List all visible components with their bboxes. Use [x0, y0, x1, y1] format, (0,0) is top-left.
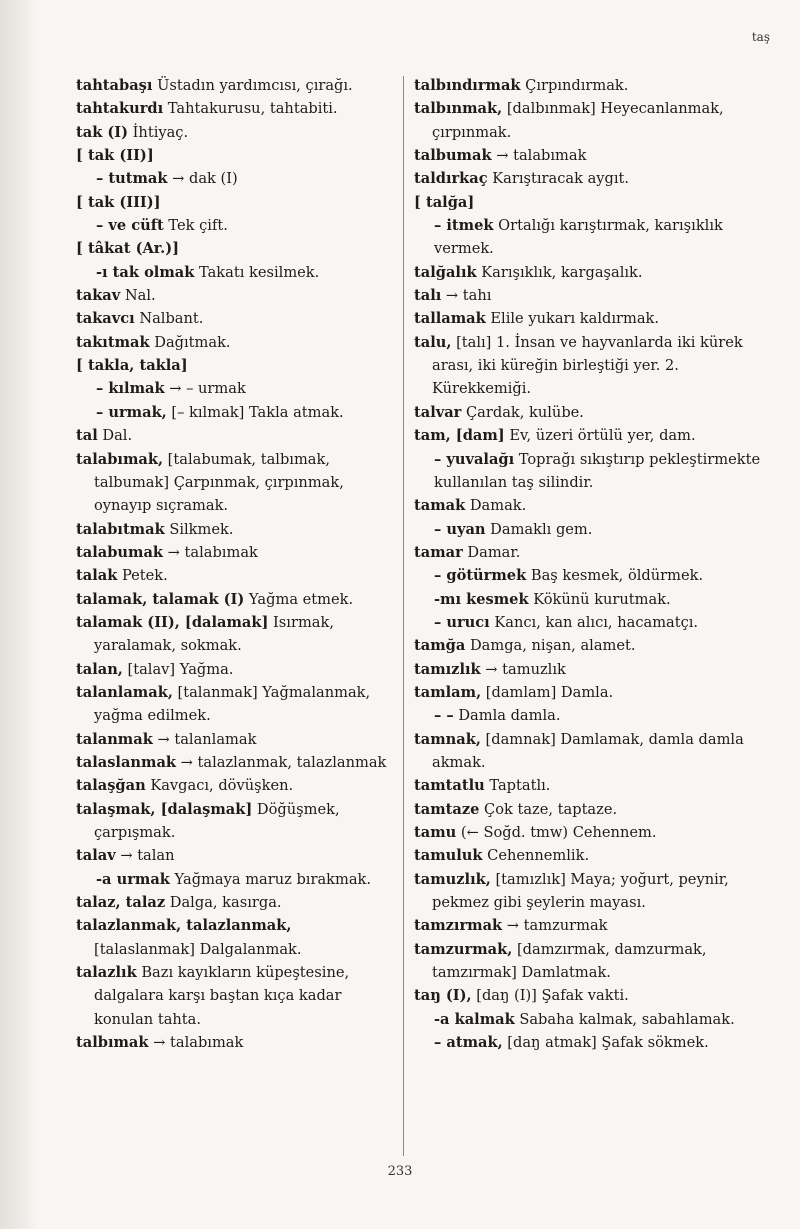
definition: → – urmak [164, 380, 246, 398]
headword: talanmak [76, 730, 153, 748]
dictionary-entry [414, 868, 766, 915]
definition: Elile yukarı kaldırmak. [485, 310, 660, 328]
headword: tak (I) [76, 123, 129, 141]
definition: Isırmak, yaralamak, sokmak. [94, 613, 334, 655]
definition: [tamızlık] Maya; yoğurt, peynir, pekmez gibi şeylerin mayası. [432, 870, 729, 912]
headword: tal [76, 427, 98, 445]
dictionary-entry [76, 844, 394, 867]
dictionary-entry [76, 74, 394, 97]
definition: Toprağı sıkıştırıp pekleştirmekte kullanılan taş silindir. [434, 450, 761, 491]
dictionary-entry [76, 541, 394, 564]
headword: [ talğa] [414, 193, 475, 211]
definition: [talabumak, talbımak, talbumak] Çarpınmak, çırpınmak, oynayıp sıçramak. [94, 450, 344, 515]
dictionary-entry [414, 798, 766, 821]
definition: Üstadın yardımcısı, çırağı. [152, 77, 353, 94]
definition: Dağıtmak. [149, 333, 231, 351]
dictionary-entry [414, 588, 766, 611]
definition: Damar. [462, 543, 521, 561]
dictionary-entry [414, 401, 766, 424]
dictionary-entry [414, 424, 766, 447]
headword: talazlanmak, talazlanmak, [76, 917, 292, 935]
headword: talaşmak, [dalaşmak] [76, 800, 253, 818]
headword: tamar [414, 543, 463, 561]
definition: [talanmak] Yağmalanmak, yağma edilmek. [94, 683, 371, 725]
headword: takıtmak [76, 333, 150, 351]
definition: → tamuzlık [480, 660, 566, 678]
definition: Damga, nişan, alamet. [465, 637, 636, 655]
headword: tamnak, [414, 730, 481, 748]
headword: taŋ (I), [414, 987, 472, 1005]
dictionary-entry [76, 214, 394, 237]
headword: talbumak [414, 147, 492, 165]
dictionary-entry [414, 518, 766, 541]
dictionary-entry [414, 144, 766, 167]
definition: [dalbınmak] Heyecanlanmak, çırpınmak. [432, 100, 724, 141]
definition: Yağmaya maruz bırakmak. [169, 870, 372, 888]
dictionary-entry [414, 634, 766, 657]
definition: → talabımak [491, 147, 587, 165]
definition: Damla damla. [453, 707, 561, 725]
headword: talazlık [76, 964, 137, 982]
dictionary-entry [76, 728, 394, 751]
dictionary-entry [414, 774, 766, 797]
definition: Ev, üzeri örtülü yer, dam. [504, 427, 696, 445]
headword: – urucı [434, 613, 490, 631]
definition: Baş kesmek, öldürmek. [526, 567, 704, 585]
left-column [76, 74, 394, 1054]
definition: [– kılmak] Takla atmak. [166, 403, 344, 421]
headword: -mı kesmek [434, 590, 529, 608]
dictionary-entry [414, 167, 766, 190]
headword: talı [414, 287, 442, 305]
dictionary-entry [76, 377, 394, 400]
headword: talbınmak, [414, 100, 503, 118]
headword: – götürmek [434, 567, 527, 585]
headword: talanlamak, [76, 683, 173, 701]
dictionary-entry [76, 144, 394, 167]
definition: Taptatlı. [484, 777, 551, 795]
dictionary-entry [76, 448, 394, 518]
headword: – uyan [434, 520, 486, 538]
headword: tahtakurdı [76, 100, 164, 118]
dictionary-entry [76, 191, 394, 214]
dictionary-entry [76, 121, 394, 144]
headword: talbındırmak [414, 77, 521, 94]
headword: tamğa [414, 637, 466, 655]
definition: → talabımak [148, 1034, 244, 1052]
dictionary-entry [414, 914, 766, 937]
headword: tamlam, [414, 683, 482, 701]
dictionary-entry [76, 237, 394, 260]
definition: Kavgacı, dövüşken. [145, 777, 294, 795]
definition: Sabaha kalmak, sabahlamak. [514, 1010, 735, 1028]
headword: talabıtmak [76, 520, 165, 538]
headword: taldırkaç [414, 170, 488, 188]
dictionary-entry [414, 1008, 766, 1031]
dictionary-entry [414, 938, 766, 985]
headword: – yuvalağı [434, 450, 515, 468]
definition: → tahı [441, 287, 492, 305]
headword: -a urmak [96, 870, 170, 888]
definition: Petek. [117, 567, 168, 585]
dictionary-entry [76, 891, 394, 914]
headword: tallamak [414, 310, 486, 328]
headword: talaslanmak [76, 753, 177, 771]
headword: – urmak, [96, 403, 167, 421]
headword: tamu [414, 824, 457, 841]
headword: -a kalmak [434, 1010, 515, 1028]
definition: Ortalığı karıştırmak, karışıklık vermek. [434, 217, 723, 258]
dictionary-entry [76, 611, 394, 658]
definition: (← Soğd. tmw) Cehennem. [456, 824, 657, 841]
headword: – atmak, [434, 1034, 503, 1052]
headword: tamuzlık, [414, 870, 491, 888]
definition: Dal. [97, 427, 133, 445]
definition: [damnak] Damlamak, damla damla akmak. [432, 730, 744, 771]
dictionary-entry [76, 307, 394, 330]
dictionary-entry [414, 74, 766, 97]
running-head: taş [751, 30, 770, 44]
dictionary-entry [76, 424, 394, 447]
definition: [damlam] Damla. [481, 683, 614, 701]
headword: talvar [414, 403, 462, 421]
headword: talamak, talamak (I) [76, 590, 245, 608]
definition: Karışıklık, kargaşalık. [476, 263, 643, 281]
dictionary-entry [414, 97, 766, 144]
headword: takav [76, 287, 121, 305]
dictionary-entry [76, 401, 394, 424]
definition: Döğüşmek, çarpışmak. [94, 800, 340, 841]
definition: Nal. [120, 287, 156, 305]
definition: Yağma etmek. [244, 590, 354, 608]
definition: Çırpındırmak. [520, 77, 629, 94]
definition: → tamzurmak [502, 917, 608, 935]
definition: Bazı kayıkların küpeştesine, dalgalara karşı baştan kıça kadar konulan tahta. [94, 964, 350, 1028]
dictionary-entry [414, 984, 766, 1007]
definition: Çok taze, taptaze. [479, 800, 618, 818]
dictionary-entry [76, 167, 394, 190]
dictionary-entry [414, 448, 766, 495]
definition: [daŋ (I)] Şafak vakti. [471, 987, 629, 1005]
definition: Cehennemlik. [482, 847, 590, 865]
dictionary-entry [76, 261, 394, 284]
definition: İhtiyaç. [128, 123, 189, 141]
definition: → talabımak [163, 543, 258, 561]
definition: Karıştıracak aygıt. [487, 170, 630, 188]
dictionary-entry [414, 844, 766, 867]
definition: Kancı, kan alıcı, hacamatçı. [489, 613, 699, 631]
definition: [talaslanmak] Dalgalanmak. [94, 940, 302, 958]
headword: – tutmak [96, 170, 168, 188]
dictionary-entry [76, 774, 394, 797]
dictionary-entry [414, 728, 766, 775]
scan-margin-shadow [0, 0, 38, 1229]
definition: Damaklı gem. [485, 520, 593, 538]
definition: → dak (I) [167, 170, 238, 188]
headword: talabımak, [76, 450, 164, 468]
dictionary-entry [414, 704, 766, 727]
dictionary-entry [414, 494, 766, 517]
dictionary-entry [76, 518, 394, 541]
definition: → talazlanmak, talazlanmak [176, 753, 387, 771]
headword: tamzurmak, [414, 940, 513, 958]
dictionary-entry [414, 658, 766, 681]
headword: – – [434, 707, 454, 725]
headword: talan, [76, 660, 123, 678]
headword: talu, [414, 333, 452, 351]
headword: tamzırmak [414, 917, 503, 935]
definition: Nalbant. [134, 310, 204, 328]
definition: [damzırmak, damzurmak, tamzırmak] Damlatmak. [432, 940, 707, 982]
definition: Damak. [465, 497, 527, 515]
headword: talaşğan [76, 777, 146, 795]
headword: [ tak (II)] [76, 147, 154, 165]
dictionary-entry [414, 611, 766, 634]
definition: Çardak, kulübe. [461, 403, 584, 421]
headword: – itmek [434, 217, 494, 235]
dictionary-entry [76, 588, 394, 611]
headword: talaz, talaz [76, 894, 166, 912]
headword: tamtatlu [414, 777, 485, 795]
headword: talğalık [414, 263, 477, 281]
dictionary-entry [76, 961, 394, 1031]
definition: Silkmek. [164, 520, 234, 538]
headword: talbımak [76, 1034, 149, 1052]
headword: -ı tak olmak [96, 263, 195, 281]
definition: [talı] 1. İnsan ve hayvanlarda iki kürek arası, iki küreğin birleştiği yer. 2. Kürekkemiği. [432, 333, 743, 398]
dictionary-entry [414, 307, 766, 330]
headword: [ tak (III)] [76, 193, 161, 211]
dictionary-entry [76, 97, 394, 120]
dictionary-entry [76, 868, 394, 891]
headword: tam, [dam] [414, 427, 505, 445]
right-column [414, 74, 766, 1054]
definition: Dalga, kasırga. [165, 894, 282, 912]
dictionary-entry [76, 331, 394, 354]
definition: [talav] Yağma. [122, 660, 234, 678]
dictionary-entry [76, 914, 394, 961]
dictionary-entry [414, 261, 766, 284]
page-number: 233 [387, 1164, 413, 1179]
headword: tamak [414, 497, 466, 515]
definition: Tek çift. [163, 217, 228, 235]
headword: talak [76, 567, 118, 585]
headword: tamuluk [414, 847, 483, 865]
column-divider [403, 76, 404, 1156]
dictionary-entry [76, 354, 394, 377]
dictionary-entry [414, 284, 766, 307]
dictionary-entry [414, 564, 766, 587]
dictionary-entry [414, 681, 766, 704]
headword: – ve cüft [96, 217, 164, 235]
dictionary-entry [76, 751, 394, 774]
dictionary-entry [76, 284, 394, 307]
dictionary-entry [76, 798, 394, 845]
dictionary-entry [414, 331, 766, 401]
headword: – kılmak [96, 380, 165, 398]
dictionary-entry [76, 564, 394, 587]
headword: [ tâkat (Ar.)] [76, 240, 180, 258]
headword: tahtabaşı [76, 77, 153, 94]
dictionary-entry [414, 1031, 766, 1054]
dictionary-entry [414, 214, 766, 261]
headword: takavcı [76, 310, 135, 328]
definition: [daŋ atmak] Şafak sökmek. [502, 1034, 709, 1052]
dictionary-entry [76, 1031, 394, 1054]
headword: [ takla, takla] [76, 357, 188, 375]
dictionary-entry [414, 821, 766, 844]
dictionary-entry [76, 658, 394, 681]
dictionary-entry [414, 541, 766, 564]
dictionary-entry [76, 681, 394, 728]
headword: tamızlık [414, 660, 481, 678]
headword: tamtaze [414, 800, 480, 818]
definition: Takatı kesilmek. [194, 263, 320, 281]
definition: Kökünü kurutmak. [528, 590, 671, 608]
definition: Tahtakurusu, tahtabiti. [163, 100, 338, 118]
dictionary-entry [414, 191, 766, 214]
headword: talav [76, 847, 116, 865]
definition: → talan [115, 847, 175, 865]
headword: talamak (II), [dalamak] [76, 613, 269, 631]
definition: → talanlamak [152, 730, 257, 748]
headword: talabumak [76, 543, 164, 561]
